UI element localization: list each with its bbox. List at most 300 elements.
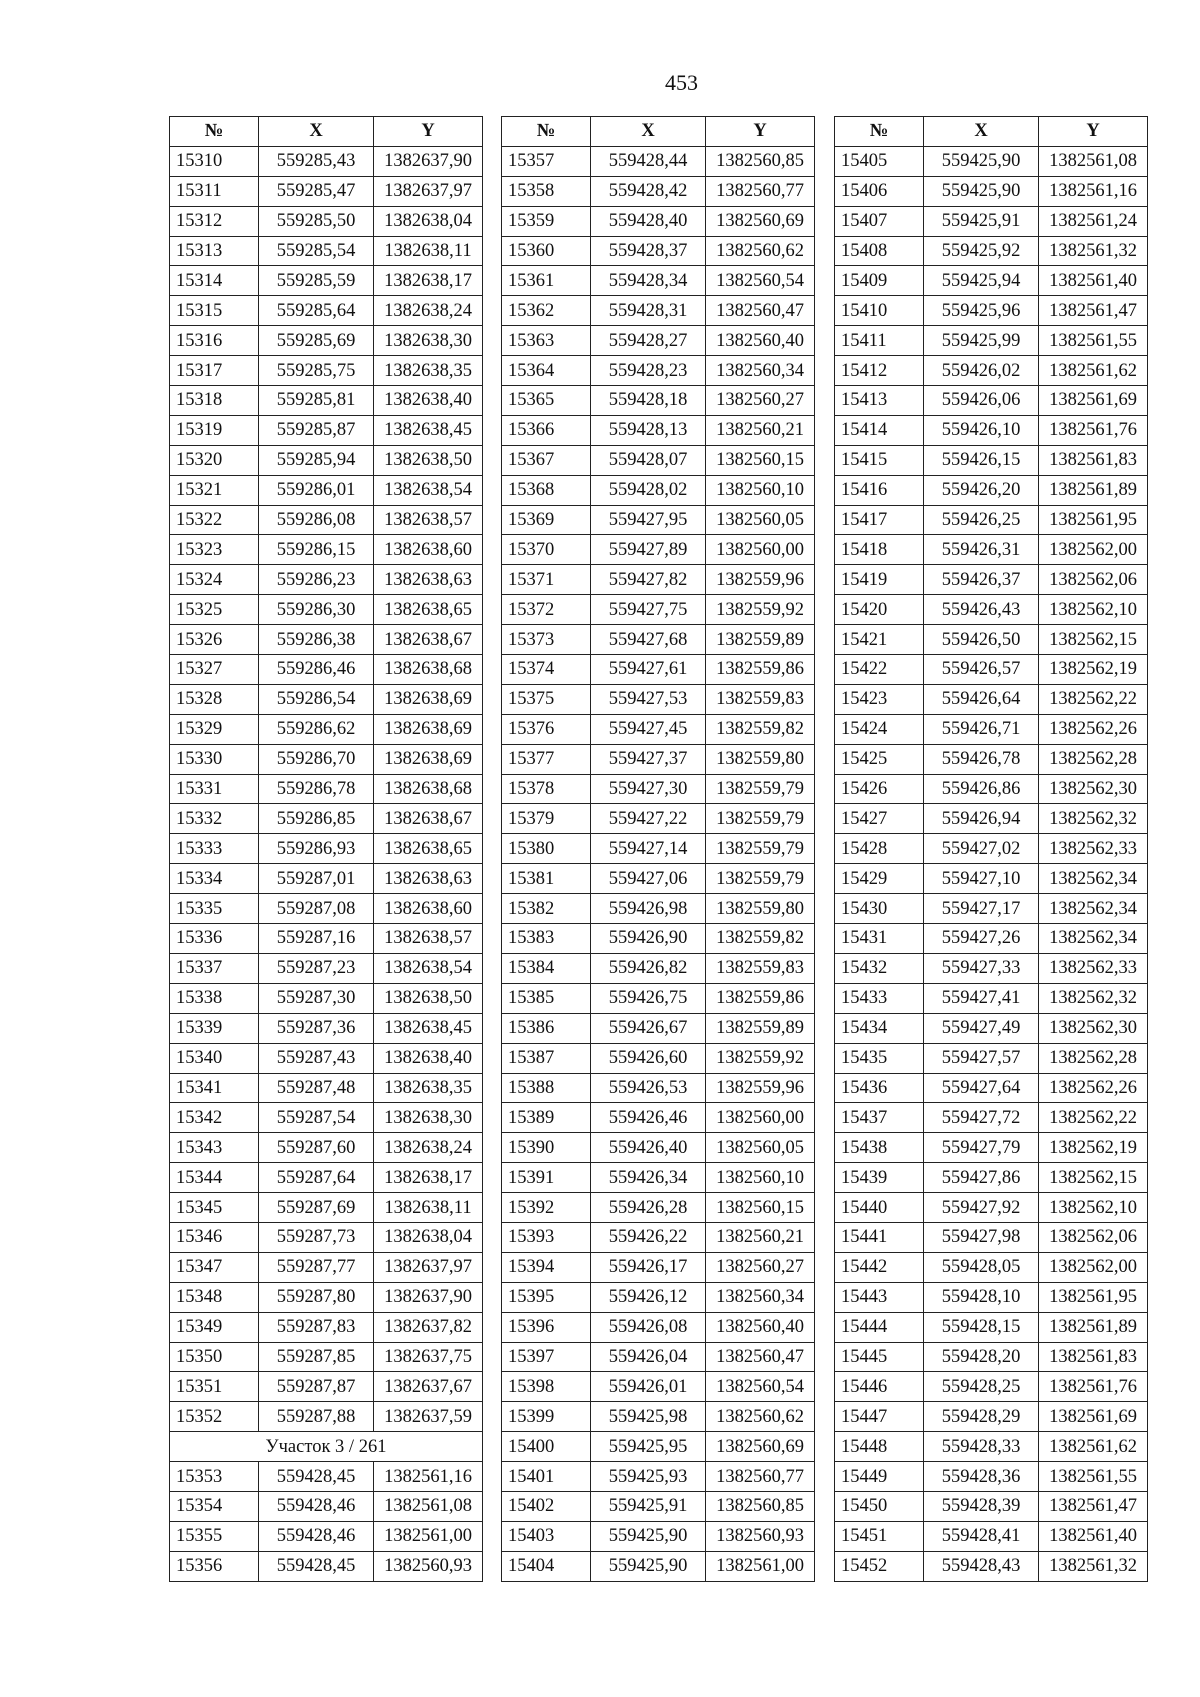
y-coordinate-cell: 1382560,40 — [706, 326, 815, 356]
point-number-cell: 15406 — [835, 176, 924, 206]
x-coordinate-cell: 559428,07 — [591, 445, 706, 475]
x-coordinate-cell: 559287,73 — [259, 1222, 374, 1252]
y-coordinate-cell: 1382561,08 — [1039, 146, 1148, 176]
x-coordinate-cell: 559426,31 — [924, 535, 1039, 565]
y-coordinate-cell: 1382562,10 — [1039, 595, 1148, 625]
y-coordinate-cell: 1382561,32 — [1039, 1551, 1148, 1581]
y-coordinate-cell: 1382638,63 — [374, 864, 483, 894]
point-number-cell: 15345 — [170, 1193, 259, 1223]
x-coordinate-cell: 559285,43 — [259, 146, 374, 176]
table-row — [170, 445, 483, 475]
table-row — [835, 714, 1148, 744]
table-row — [170, 595, 483, 625]
point-number-cell: 15422 — [835, 655, 924, 685]
point-number-cell: 15426 — [835, 774, 924, 804]
table-row — [170, 1491, 483, 1521]
table-row — [170, 744, 483, 774]
x-coordinate-cell: 559425,90 — [924, 146, 1039, 176]
point-number-cell: 15352 — [170, 1402, 259, 1432]
point-number-cell: 15322 — [170, 505, 259, 535]
x-coordinate-cell: 559286,78 — [259, 774, 374, 804]
x-coordinate-cell: 559286,01 — [259, 475, 374, 505]
x-coordinate-cell: 559427,79 — [924, 1133, 1039, 1163]
y-coordinate-cell: 1382560,34 — [706, 356, 815, 386]
y-coordinate-cell: 1382638,69 — [374, 744, 483, 774]
header-number: № — [835, 117, 924, 147]
table-row — [835, 1342, 1148, 1372]
table-row — [835, 924, 1148, 954]
point-number-cell: 15439 — [835, 1163, 924, 1193]
y-coordinate-cell: 1382560,47 — [706, 296, 815, 326]
y-coordinate-cell: 1382562,28 — [1039, 1043, 1148, 1073]
point-number-cell: 15373 — [502, 625, 591, 655]
table-row — [170, 1252, 483, 1282]
point-number-cell: 15367 — [502, 445, 591, 475]
table-row — [835, 1521, 1148, 1551]
table-row — [170, 774, 483, 804]
point-number-cell: 15392 — [502, 1193, 591, 1223]
table-row — [502, 953, 815, 983]
y-coordinate-cell: 1382560,62 — [706, 236, 815, 266]
header-y: Y — [706, 117, 815, 147]
x-coordinate-cell: 559427,86 — [924, 1163, 1039, 1193]
table-row — [170, 356, 483, 386]
point-number-cell: 15412 — [835, 356, 924, 386]
point-number-cell: 15331 — [170, 774, 259, 804]
point-number-cell: 15332 — [170, 804, 259, 834]
table-row — [502, 1043, 815, 1073]
point-number-cell: 15395 — [502, 1282, 591, 1312]
table-row — [170, 206, 483, 236]
point-number-cell: 15425 — [835, 744, 924, 774]
x-coordinate-cell: 559285,54 — [259, 236, 374, 266]
header-y: Y — [1039, 117, 1148, 147]
header-x: X — [591, 117, 706, 147]
point-number-cell: 15346 — [170, 1222, 259, 1252]
table-row — [502, 1432, 815, 1462]
table-row — [502, 445, 815, 475]
point-number-cell: 15448 — [835, 1432, 924, 1462]
table-row — [835, 1282, 1148, 1312]
x-coordinate-cell: 559426,06 — [924, 386, 1039, 416]
y-coordinate-cell: 1382562,33 — [1039, 953, 1148, 983]
y-coordinate-cell: 1382562,34 — [1039, 894, 1148, 924]
table-row — [502, 1073, 815, 1103]
point-number-cell: 15363 — [502, 326, 591, 356]
table-row — [835, 1073, 1148, 1103]
y-coordinate-cell: 1382638,11 — [374, 1193, 483, 1223]
point-number-cell: 15376 — [502, 714, 591, 744]
table-row — [835, 1043, 1148, 1073]
y-coordinate-cell: 1382562,30 — [1039, 1013, 1148, 1043]
y-coordinate-cell: 1382638,57 — [374, 505, 483, 535]
table-row — [502, 625, 815, 655]
y-coordinate-cell: 1382638,04 — [374, 1222, 483, 1252]
table-row — [170, 1043, 483, 1073]
table-row — [502, 864, 815, 894]
point-number-cell: 15430 — [835, 894, 924, 924]
x-coordinate-cell: 559427,61 — [591, 655, 706, 685]
point-number-cell: 15420 — [835, 595, 924, 625]
y-coordinate-cell: 1382561,62 — [1039, 1432, 1148, 1462]
y-coordinate-cell: 1382560,47 — [706, 1342, 815, 1372]
point-number-cell: 15354 — [170, 1491, 259, 1521]
x-coordinate-cell: 559427,33 — [924, 953, 1039, 983]
point-number-cell: 15358 — [502, 176, 591, 206]
x-coordinate-cell: 559428,46 — [259, 1521, 374, 1551]
y-coordinate-cell: 1382638,35 — [374, 356, 483, 386]
x-coordinate-cell: 559286,30 — [259, 595, 374, 625]
x-coordinate-cell: 559427,72 — [924, 1103, 1039, 1133]
y-coordinate-cell: 1382561,08 — [374, 1491, 483, 1521]
y-coordinate-cell: 1382559,83 — [706, 953, 815, 983]
x-coordinate-cell: 559426,15 — [924, 445, 1039, 475]
y-coordinate-cell: 1382562,26 — [1039, 1073, 1148, 1103]
x-coordinate-cell: 559285,75 — [259, 356, 374, 386]
x-coordinate-cell: 559428,45 — [259, 1551, 374, 1581]
point-number-cell: 15374 — [502, 655, 591, 685]
point-number-cell: 15362 — [502, 296, 591, 326]
point-number-cell: 15402 — [502, 1491, 591, 1521]
table-row — [170, 505, 483, 535]
point-number-cell: 15427 — [835, 804, 924, 834]
x-coordinate-cell: 559427,95 — [591, 505, 706, 535]
point-number-cell: 15314 — [170, 266, 259, 296]
y-coordinate-cell: 1382561,89 — [1039, 1312, 1148, 1342]
x-coordinate-cell: 559426,90 — [591, 924, 706, 954]
table-row — [835, 894, 1148, 924]
section-label: Участок 3 / 261 — [170, 1432, 483, 1462]
y-coordinate-cell: 1382562,28 — [1039, 744, 1148, 774]
table-row — [170, 236, 483, 266]
table-row — [170, 1462, 483, 1492]
x-coordinate-cell: 559426,43 — [924, 595, 1039, 625]
y-coordinate-cell: 1382560,10 — [706, 1163, 815, 1193]
x-coordinate-cell: 559427,53 — [591, 684, 706, 714]
point-number-cell: 15450 — [835, 1491, 924, 1521]
table-row — [502, 1163, 815, 1193]
table-row — [170, 1372, 483, 1402]
y-coordinate-cell: 1382560,40 — [706, 1312, 815, 1342]
x-coordinate-cell: 559428,39 — [924, 1491, 1039, 1521]
table-row — [170, 1103, 483, 1133]
y-coordinate-cell: 1382561,76 — [1039, 1372, 1148, 1402]
header-number: № — [170, 117, 259, 147]
table-header-row — [835, 117, 1148, 147]
x-coordinate-cell: 559426,17 — [591, 1252, 706, 1282]
point-number-cell: 15399 — [502, 1402, 591, 1432]
x-coordinate-cell: 559426,53 — [591, 1073, 706, 1103]
y-coordinate-cell: 1382562,26 — [1039, 714, 1148, 744]
table-row — [502, 565, 815, 595]
point-number-cell: 15452 — [835, 1551, 924, 1581]
point-number-cell: 15325 — [170, 595, 259, 625]
table-row — [170, 894, 483, 924]
x-coordinate-cell: 559427,10 — [924, 864, 1039, 894]
x-coordinate-cell: 559285,69 — [259, 326, 374, 356]
table-row — [502, 1193, 815, 1223]
table-row — [502, 236, 815, 266]
x-coordinate-cell: 559286,93 — [259, 834, 374, 864]
table-row — [502, 1282, 815, 1312]
point-number-cell: 15386 — [502, 1013, 591, 1043]
table-row — [835, 475, 1148, 505]
x-coordinate-cell: 559426,08 — [591, 1312, 706, 1342]
point-number-cell: 15318 — [170, 386, 259, 416]
x-coordinate-cell: 559426,12 — [591, 1282, 706, 1312]
table-row — [502, 206, 815, 236]
point-number-cell: 15431 — [835, 924, 924, 954]
y-coordinate-cell: 1382638,54 — [374, 475, 483, 505]
point-number-cell: 15449 — [835, 1462, 924, 1492]
x-coordinate-cell: 559287,83 — [259, 1312, 374, 1342]
table-row — [170, 655, 483, 685]
y-coordinate-cell: 1382638,11 — [374, 236, 483, 266]
point-number-cell: 15401 — [502, 1462, 591, 1492]
y-coordinate-cell: 1382560,00 — [706, 535, 815, 565]
table-row — [835, 1013, 1148, 1043]
y-coordinate-cell: 1382638,68 — [374, 655, 483, 685]
x-coordinate-cell: 559287,77 — [259, 1252, 374, 1282]
y-coordinate-cell: 1382560,05 — [706, 505, 815, 535]
x-coordinate-cell: 559426,01 — [591, 1372, 706, 1402]
point-number-cell: 15339 — [170, 1013, 259, 1043]
y-coordinate-cell: 1382559,92 — [706, 595, 815, 625]
point-number-cell: 15349 — [170, 1312, 259, 1342]
x-coordinate-cell: 559427,14 — [591, 834, 706, 864]
table-row — [835, 1372, 1148, 1402]
x-coordinate-cell: 559286,85 — [259, 804, 374, 834]
x-coordinate-cell: 559426,82 — [591, 953, 706, 983]
point-number-cell: 15410 — [835, 296, 924, 326]
y-coordinate-cell: 1382638,17 — [374, 266, 483, 296]
y-coordinate-cell: 1382638,57 — [374, 924, 483, 954]
table-row — [502, 1312, 815, 1342]
y-coordinate-cell: 1382638,30 — [374, 326, 483, 356]
y-coordinate-cell: 1382638,40 — [374, 386, 483, 416]
table-row — [835, 864, 1148, 894]
header-y: Y — [374, 117, 483, 147]
x-coordinate-cell: 559426,28 — [591, 1193, 706, 1223]
point-number-cell: 15409 — [835, 266, 924, 296]
y-coordinate-cell: 1382560,85 — [706, 1491, 815, 1521]
table-row — [835, 505, 1148, 535]
table-row — [835, 565, 1148, 595]
table-row — [502, 176, 815, 206]
y-coordinate-cell: 1382561,00 — [374, 1521, 483, 1551]
y-coordinate-cell: 1382561,83 — [1039, 445, 1148, 475]
point-number-cell: 15348 — [170, 1282, 259, 1312]
x-coordinate-cell: 559287,30 — [259, 983, 374, 1013]
table-row — [502, 744, 815, 774]
y-coordinate-cell: 1382559,80 — [706, 894, 815, 924]
table-row — [502, 1372, 815, 1402]
point-number-cell: 15434 — [835, 1013, 924, 1043]
x-coordinate-cell: 559428,41 — [924, 1521, 1039, 1551]
y-coordinate-cell: 1382561,40 — [1039, 266, 1148, 296]
x-coordinate-cell: 559286,38 — [259, 625, 374, 655]
coordinates-table-3 — [834, 116, 1148, 1582]
point-number-cell: 15405 — [835, 146, 924, 176]
table-row — [835, 1462, 1148, 1492]
x-coordinate-cell: 559287,87 — [259, 1372, 374, 1402]
point-number-cell: 15327 — [170, 655, 259, 685]
point-number-cell: 15312 — [170, 206, 259, 236]
point-number-cell: 15394 — [502, 1252, 591, 1282]
point-number-cell: 15432 — [835, 953, 924, 983]
point-number-cell: 15390 — [502, 1133, 591, 1163]
x-coordinate-cell: 559426,75 — [591, 983, 706, 1013]
table-row — [170, 1163, 483, 1193]
point-number-cell: 15378 — [502, 774, 591, 804]
table-row — [170, 1551, 483, 1581]
x-coordinate-cell: 559427,92 — [924, 1193, 1039, 1223]
point-number-cell: 15361 — [502, 266, 591, 296]
y-coordinate-cell: 1382561,16 — [1039, 176, 1148, 206]
x-coordinate-cell: 559425,96 — [924, 296, 1039, 326]
x-coordinate-cell: 559426,40 — [591, 1133, 706, 1163]
x-coordinate-cell: 559426,22 — [591, 1222, 706, 1252]
point-number-cell: 15407 — [835, 206, 924, 236]
y-coordinate-cell: 1382559,92 — [706, 1043, 815, 1073]
table-row — [170, 1342, 483, 1372]
x-coordinate-cell: 559286,54 — [259, 684, 374, 714]
point-number-cell: 15417 — [835, 505, 924, 535]
y-coordinate-cell: 1382561,00 — [706, 1551, 815, 1581]
table-row — [835, 386, 1148, 416]
y-coordinate-cell: 1382559,79 — [706, 774, 815, 804]
point-number-cell: 15316 — [170, 326, 259, 356]
table-row — [502, 924, 815, 954]
table-row — [502, 505, 815, 535]
coordinates-table-2 — [501, 116, 815, 1582]
y-coordinate-cell: 1382559,83 — [706, 684, 815, 714]
x-coordinate-cell: 559428,23 — [591, 356, 706, 386]
point-number-cell: 15329 — [170, 714, 259, 744]
x-coordinate-cell: 559426,04 — [591, 1342, 706, 1372]
x-coordinate-cell: 559285,81 — [259, 386, 374, 416]
point-number-cell: 15330 — [170, 744, 259, 774]
x-coordinate-cell: 559428,36 — [924, 1462, 1039, 1492]
point-number-cell: 15377 — [502, 744, 591, 774]
x-coordinate-cell: 559285,59 — [259, 266, 374, 296]
x-coordinate-cell: 559427,98 — [924, 1222, 1039, 1252]
y-coordinate-cell: 1382638,45 — [374, 415, 483, 445]
point-number-cell: 15350 — [170, 1342, 259, 1372]
y-coordinate-cell: 1382561,55 — [1039, 326, 1148, 356]
x-coordinate-cell: 559427,82 — [591, 565, 706, 595]
x-coordinate-cell: 559426,46 — [591, 1103, 706, 1133]
table-row — [502, 1252, 815, 1282]
x-coordinate-cell: 559426,37 — [924, 565, 1039, 595]
y-coordinate-cell: 1382561,69 — [1039, 1402, 1148, 1432]
y-coordinate-cell: 1382638,65 — [374, 834, 483, 864]
x-coordinate-cell: 559428,34 — [591, 266, 706, 296]
x-coordinate-cell: 559285,50 — [259, 206, 374, 236]
point-number-cell: 15400 — [502, 1432, 591, 1462]
y-coordinate-cell: 1382560,69 — [706, 1432, 815, 1462]
y-coordinate-cell: 1382560,27 — [706, 1252, 815, 1282]
point-number-cell: 15343 — [170, 1133, 259, 1163]
y-coordinate-cell: 1382560,54 — [706, 266, 815, 296]
table-row — [502, 834, 815, 864]
x-coordinate-cell: 559428,02 — [591, 475, 706, 505]
x-coordinate-cell: 559286,08 — [259, 505, 374, 535]
y-coordinate-cell: 1382560,21 — [706, 1222, 815, 1252]
x-coordinate-cell: 559428,44 — [591, 146, 706, 176]
table-row — [835, 595, 1148, 625]
table-row — [502, 146, 815, 176]
x-coordinate-cell: 559427,37 — [591, 744, 706, 774]
y-coordinate-cell: 1382559,86 — [706, 655, 815, 685]
x-coordinate-cell: 559285,87 — [259, 415, 374, 445]
point-number-cell: 15415 — [835, 445, 924, 475]
y-coordinate-cell: 1382562,32 — [1039, 804, 1148, 834]
point-number-cell: 15440 — [835, 1193, 924, 1223]
y-coordinate-cell: 1382560,00 — [706, 1103, 815, 1133]
x-coordinate-cell: 559426,98 — [591, 894, 706, 924]
table-row — [835, 625, 1148, 655]
point-number-cell: 15324 — [170, 565, 259, 595]
y-coordinate-cell: 1382638,65 — [374, 595, 483, 625]
x-coordinate-cell: 559286,70 — [259, 744, 374, 774]
table-row — [835, 1133, 1148, 1163]
table-row — [170, 1282, 483, 1312]
table-row — [502, 804, 815, 834]
table-row — [170, 1312, 483, 1342]
x-coordinate-cell: 559426,25 — [924, 505, 1039, 535]
point-number-cell: 15424 — [835, 714, 924, 744]
point-number-cell: 15446 — [835, 1372, 924, 1402]
table-row — [835, 684, 1148, 714]
point-number-cell: 15437 — [835, 1103, 924, 1133]
y-coordinate-cell: 1382637,90 — [374, 1282, 483, 1312]
point-number-cell: 15323 — [170, 535, 259, 565]
point-number-cell: 15353 — [170, 1462, 259, 1492]
y-coordinate-cell: 1382638,69 — [374, 684, 483, 714]
y-coordinate-cell: 1382562,00 — [1039, 535, 1148, 565]
y-coordinate-cell: 1382637,97 — [374, 1252, 483, 1282]
y-coordinate-cell: 1382559,79 — [706, 834, 815, 864]
table-row — [502, 774, 815, 804]
x-coordinate-cell: 559428,33 — [924, 1432, 1039, 1462]
point-number-cell: 15351 — [170, 1372, 259, 1402]
point-number-cell: 15333 — [170, 834, 259, 864]
table-row — [835, 1432, 1148, 1462]
point-number-cell: 15368 — [502, 475, 591, 505]
y-coordinate-cell: 1382559,86 — [706, 983, 815, 1013]
x-coordinate-cell: 559425,92 — [924, 236, 1039, 266]
y-coordinate-cell: 1382638,17 — [374, 1163, 483, 1193]
point-number-cell: 15413 — [835, 386, 924, 416]
y-coordinate-cell: 1382559,82 — [706, 924, 815, 954]
point-number-cell: 15391 — [502, 1163, 591, 1193]
y-coordinate-cell: 1382562,15 — [1039, 625, 1148, 655]
point-number-cell: 15418 — [835, 535, 924, 565]
point-number-cell: 15436 — [835, 1073, 924, 1103]
point-number-cell: 15328 — [170, 684, 259, 714]
table-row — [170, 1073, 483, 1103]
y-coordinate-cell: 1382638,69 — [374, 714, 483, 744]
table-row — [502, 1133, 815, 1163]
point-number-cell: 15310 — [170, 146, 259, 176]
x-coordinate-cell: 559426,60 — [591, 1043, 706, 1073]
y-coordinate-cell: 1382560,05 — [706, 1133, 815, 1163]
x-coordinate-cell: 559425,90 — [924, 176, 1039, 206]
point-number-cell: 15397 — [502, 1342, 591, 1372]
table-row — [835, 1402, 1148, 1432]
x-coordinate-cell: 559426,50 — [924, 625, 1039, 655]
